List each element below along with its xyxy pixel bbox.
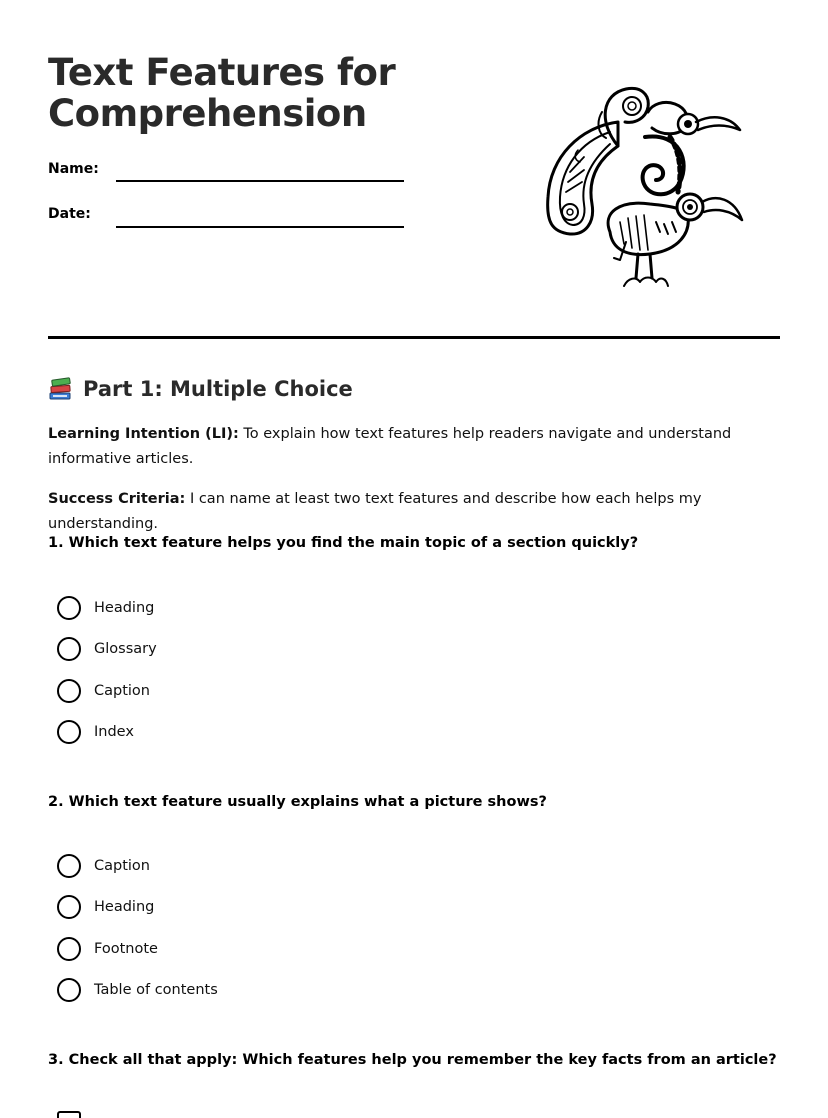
radio-button[interactable] xyxy=(57,720,81,744)
radio-button[interactable] xyxy=(57,978,81,1002)
radio-button[interactable] xyxy=(57,679,81,703)
date-field[interactable] xyxy=(116,226,404,228)
radio-button[interactable] xyxy=(57,637,81,661)
li-label: Learning Intention (LI): xyxy=(48,426,239,442)
q1-option-caption[interactable] xyxy=(57,678,150,704)
q2-option-heading[interactable] xyxy=(57,894,154,920)
question-1: 1. Which text feature helps you find the main topic of a section quickly? xyxy=(48,535,639,551)
books-icon xyxy=(48,376,74,402)
header-divider xyxy=(48,336,780,339)
question-3: 3. Check all that apply: Which features help you remember the key facts from an article? xyxy=(48,1052,777,1068)
part1-heading-text: Part 1: Multiple Choice xyxy=(83,377,353,401)
q3-option-first[interactable] xyxy=(57,1110,81,1118)
option-label: Index xyxy=(94,724,134,740)
page-title xyxy=(48,52,468,134)
radio-button[interactable] xyxy=(57,596,81,620)
option-label: Caption xyxy=(94,858,150,874)
option-label: Glossary xyxy=(94,641,157,657)
part1-heading xyxy=(48,374,353,404)
radio-button[interactable] xyxy=(57,895,81,919)
checkbox[interactable] xyxy=(57,1111,81,1118)
sc-text: I can name at least two text features and describe how each helps my understanding. xyxy=(48,491,702,532)
option-label: Caption xyxy=(94,683,150,699)
q2-option-table-of-contents[interactable] xyxy=(57,977,218,1003)
q1-option-glossary[interactable] xyxy=(57,636,157,662)
option-label: Heading xyxy=(94,899,155,915)
option-label: Footnote xyxy=(94,941,158,957)
maori-bird-illustration xyxy=(540,82,750,294)
q1-option-index[interactable] xyxy=(57,719,134,745)
title-line-2: Comprehension xyxy=(48,92,367,135)
option-label: Table of contents xyxy=(94,982,218,998)
date-label: Date: xyxy=(48,206,91,222)
name-label: Name: xyxy=(48,161,99,177)
li-text: To explain how text features help readers navigate and understand informative articles. xyxy=(48,426,732,467)
title-line-1: Text Features for xyxy=(48,51,396,94)
success-criteria xyxy=(48,487,778,537)
learning-intention xyxy=(48,422,778,472)
option-label: Heading xyxy=(94,600,155,616)
name-field[interactable] xyxy=(116,180,404,182)
radio-button[interactable] xyxy=(57,937,81,961)
q2-option-caption[interactable] xyxy=(57,853,150,879)
sc-label: Success Criteria: xyxy=(48,491,186,507)
q1-option-heading[interactable] xyxy=(57,595,154,621)
radio-button[interactable] xyxy=(57,854,81,878)
question-2: 2. Which text feature usually explains what a picture shows? xyxy=(48,794,547,810)
q2-option-footnote[interactable] xyxy=(57,936,158,962)
